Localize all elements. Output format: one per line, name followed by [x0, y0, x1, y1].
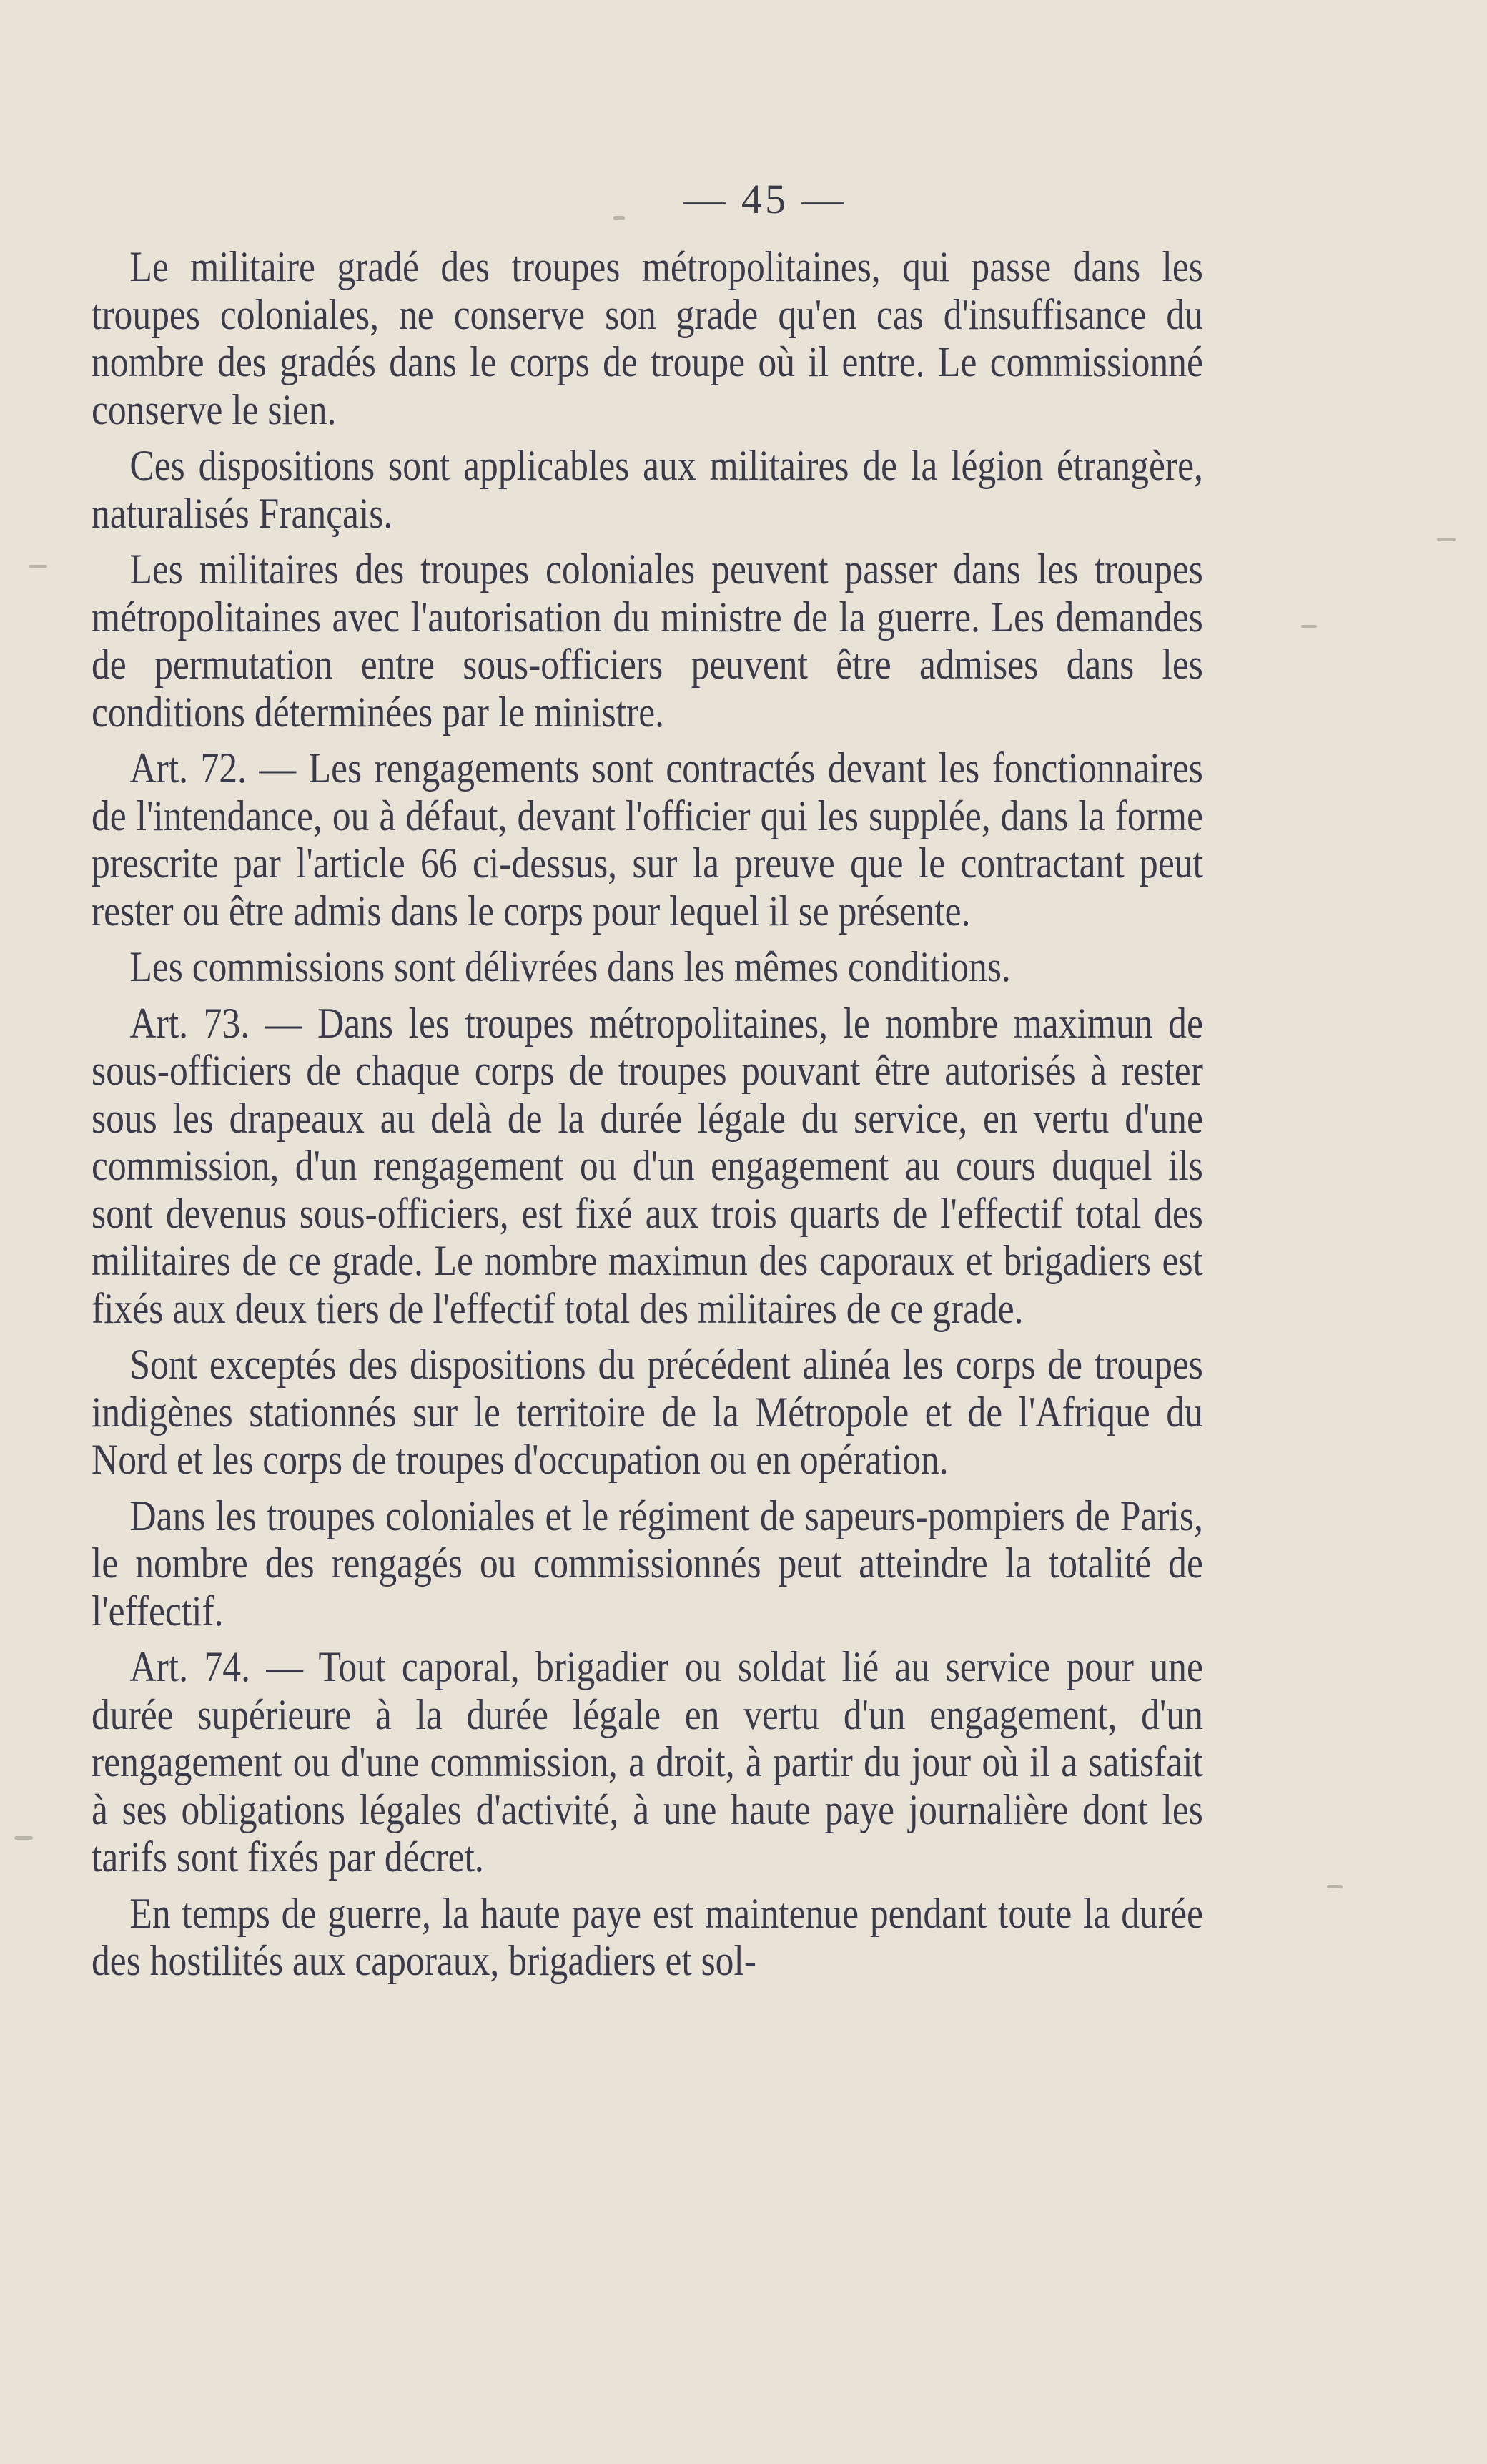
- article-74-paragraph: Art. 74. — Tout caporal, brigadier ou soldat lié au service pour une durée supérieure à la durée légale en vertu d'un engagement, d'un rengagement ou d'une commission, a droit, à partir du jour où il a satisfait à ses obligations légales d'activité, à une haute paye journalière dont les tarifs sont fixés par décret.: [92, 1643, 1203, 1881]
- paragraph: Les commissions sont délivrées dans les mêmes conditions.: [129, 943, 1011, 990]
- ink-speck: [1301, 625, 1317, 628]
- article-72-paragraph: Art. 72. — Les rengagements sont contractés devant les fonctionnaires de l'intendance, ou à défaut, devant l'officier qui les supplée, dans la forme prescrite par l'article 66 ci-dessus, sur la preuve que le contractant peut rester ou être admis dans le corps pour lequel il se présente.: [92, 744, 1203, 935]
- ink-speck: [14, 1836, 33, 1840]
- body-text: [92, 243, 1203, 1994]
- paragraph: Ces dispositions sont applicables aux militaires de la légion étrangère, naturalisés Français.: [92, 442, 1203, 537]
- paragraph: En temps de guerre, la haute paye est maintenue pendant toute la durée des hostilités aux caporaux, brigadiers et sol-: [92, 1889, 1203, 1984]
- ink-speck: [1437, 538, 1456, 541]
- ink-speck: [1327, 1885, 1343, 1888]
- ink-speck: [29, 565, 47, 568]
- page-number: — 45 —: [683, 176, 846, 222]
- paragraph: Sont exceptés des dispositions du précédent alinéa les corps de troupes indigènes stationnés sur le territoire de la Métropole et de l'Afrique du Nord et les corps de troupes d'occupation ou en opération.: [92, 1341, 1203, 1483]
- paragraph: Le militaire gradé des troupes métropolitaines, qui passe dans les troupes coloniales, ne conserve son grade qu'en cas d'insuffisance du nombre des gradés dans le corps de troupe où il entre. Le commissionné conserve le sien.: [92, 243, 1203, 433]
- paragraph: Dans les troupes coloniales et le régiment de sapeurs-pompiers de Paris, le nombre des rengagés ou commissionnés peut atteindre la totalité de l'effectif.: [92, 1492, 1203, 1635]
- article-73-paragraph: Art. 73. — Dans les troupes métropolitaines, le nombre maximun de sous-officiers de chaque corps de troupes pouvant être autorisés à rester sous les drapeaux au delà de la durée légale du service, en vertu d'une commission, d'un rengagement ou d'un engagement au cours duquel ils sont devenus sous-officiers, est fixé aux trois quarts de l'effectif total des militaires de ce grade. Le nombre maximun des caporaux et brigadiers est fixés aux deux tiers de l'effectif total des militaires de ce grade.: [92, 999, 1203, 1332]
- paragraph: Les militaires des troupes coloniales peuvent passer dans les troupes métropolitaines avec l'autorisation du ministre de la guerre. Les demandes de permutation entre sous-officiers peuvent être admises dans les conditions déterminées par le ministre.: [92, 546, 1203, 736]
